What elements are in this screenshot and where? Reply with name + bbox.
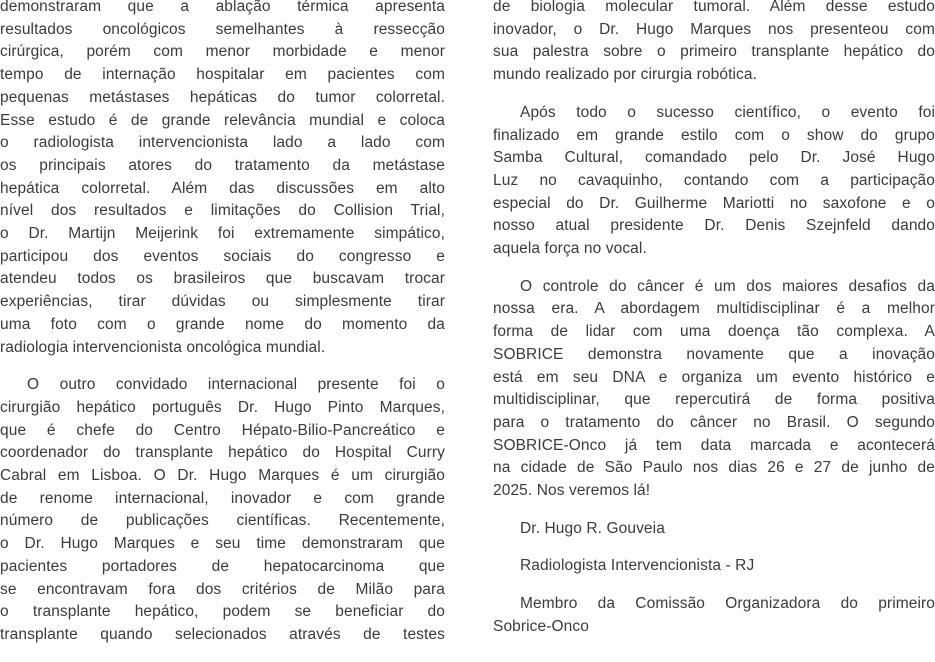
text-line: aquela força no vocal. [493, 240, 647, 258]
text-line: O controle do câncer é um dos maiores desafios da [520, 277, 935, 295]
text-line: que é chefe do Centro Hépato-Bilio-Pancreático e [0, 421, 445, 439]
text-line: pacientes portadores de hepatocarcinoma que [0, 557, 445, 575]
text-line: os principais atores do tratamento da metástase [0, 156, 445, 174]
paragraph [493, 518, 935, 541]
text-line: atendeu todos os brasileiros que buscavam trocar [0, 270, 445, 288]
paragraph [493, 102, 935, 261]
text-line: uma foto com o grande nome do momento da [0, 315, 445, 333]
text-line: Cabral em Lisboa. O Dr. Hugo Marques é um cirurgião [0, 467, 445, 485]
text-line: mundo realizado por cirurgia robótica. [493, 66, 757, 84]
paragraph [493, 593, 935, 638]
text-line: experiências, tirar dúvidas ou simplesmente tirar [0, 293, 445, 311]
text-line: pequenas metástases hepáticas do tumor colorretal. [0, 88, 445, 106]
text-line: nossa era. A abordagem multidisciplinar é a melhor [493, 300, 935, 318]
text-line: demonstraram que a ablação térmica apresenta [0, 0, 445, 15]
text-line: de biologia molecular tumoral. Além desse estudo [493, 0, 935, 15]
text-line: o Dr. Martijn Meijerink foi extremamente simpático, [0, 225, 445, 243]
text-line: radiologia intervencionista oncológica mundial. [0, 338, 326, 356]
text-line: coordenador do transplante hepático do Hospital Curry [0, 444, 445, 462]
text-line: Membro da Comissão Organizadora do primeiro [520, 595, 935, 613]
text-line: o radiologista intervencionista lado a lado com [0, 134, 445, 152]
text-line: na cidade de São Paulo nos dias 26 e 27 de junho de [493, 459, 935, 477]
column-right [493, 0, 935, 654]
text-line: nosso atual presidente Dr. Denis Szejnfeld dando [493, 217, 935, 235]
text-line: forma de lidar com uma doença tão complexa. A [493, 323, 935, 341]
text-line: SOBRICE demonstra novamente que a inovação [493, 345, 935, 363]
text-line: sua palestra sobre o primeiro transplante hepático do [493, 43, 935, 61]
text-line: participou dos eventos sociais do congresso e [0, 247, 445, 265]
column-left [0, 0, 445, 662]
text-line: especial do Dr. Guilherme Mariotti no saxofone e o [493, 194, 935, 212]
text-line: hepática colorretal. Além das discussões em alto [0, 179, 445, 197]
paragraph [493, 0, 935, 87]
paragraph [493, 555, 935, 578]
text-line: O outro convidado internacional presente foi o [27, 376, 445, 394]
text-line: Dr. Hugo R. Gouveia [520, 519, 665, 537]
text-line: SOBRICE-Onco já tem data marcada e acontecerá [493, 436, 935, 454]
text-line: multidisciplinar, que repercutirá de forma positiva [493, 391, 935, 409]
text-line: inovador, o Dr. Hugo Marques nos presenteou com [493, 20, 935, 38]
text-line: de renome internacional, inovador e com grande [0, 489, 445, 507]
text-line: Samba Cultural, comandado pelo Dr. José Hugo [493, 149, 935, 167]
text-line: está em seu DNA e organiza um evento histórico e [493, 368, 935, 386]
text-line: Após todo o sucesso científico, o evento foi [520, 103, 935, 121]
text-line: para o tratamento do câncer no Brasil. O segundo [493, 413, 935, 431]
text-line: nível dos resultados e limitações do Collision Trial, [0, 202, 445, 220]
paragraph [0, 0, 445, 359]
text-line: se encontravam fora dos critérios de Milão para [0, 580, 445, 598]
paragraph [0, 374, 445, 646]
text-line: número de publicações científicas. Recentemente, [0, 512, 445, 530]
text-line: finalizado em grande estilo com o show do grupo [493, 126, 935, 144]
text-line: 2025. Nos veremos lá! [493, 482, 651, 500]
text-line: Esse estudo é de grande relevância mundial e coloca [0, 111, 445, 129]
text-line: cirúrgica, porém com menor morbidade e menor [0, 43, 445, 61]
text-line: tempo de internação hospitalar em pacientes com [0, 66, 445, 84]
text-line: o transplante hepático, podem se beneficiar do [0, 603, 445, 621]
text-line: Radiologista Intervencionista - RJ [520, 557, 755, 575]
text-line: Sobrice-Onco [493, 617, 589, 635]
text-line: resultados oncológicos semelhantes à ressecção [0, 20, 445, 38]
text-line: cirurgião hepático português Dr. Hugo Pinto Marques, [0, 398, 445, 416]
text-line: o Dr. Hugo Marques e seu time demonstraram que [0, 535, 445, 553]
paragraph [493, 276, 935, 503]
text-line: transplante quando selecionados através de testes [0, 625, 445, 643]
text-line: Luz no cavaquinho, contando com a participação [493, 171, 935, 189]
